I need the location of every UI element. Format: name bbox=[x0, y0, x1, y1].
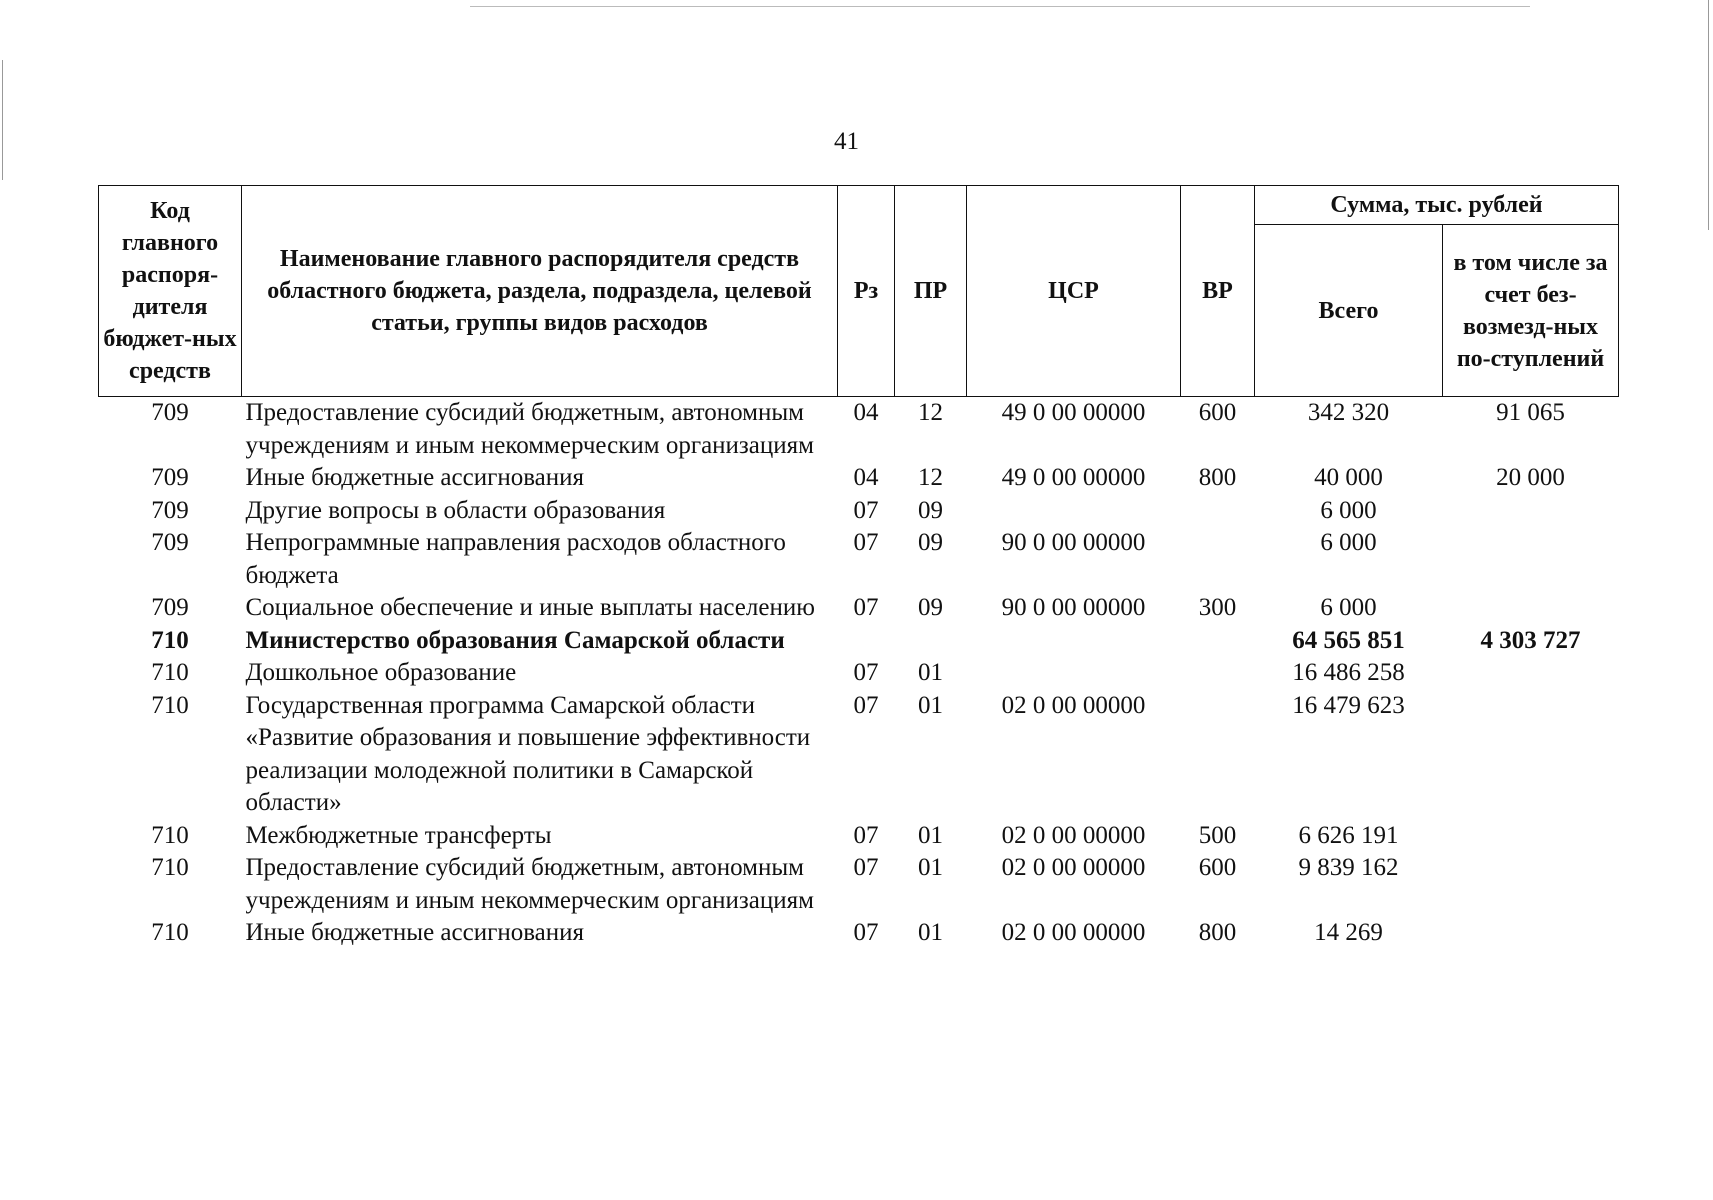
header-csr: ЦСР bbox=[967, 186, 1181, 397]
cell-csr: 02 0 00 00000 bbox=[1001, 919, 1146, 946]
table-row bbox=[99, 495, 1619, 528]
table-header bbox=[99, 186, 1619, 397]
cell-rz: 04 bbox=[853, 464, 879, 491]
cell-vr: 500 bbox=[1198, 821, 1237, 849]
cell-vr: 600 bbox=[1198, 399, 1237, 426]
cell-code: 709 bbox=[151, 529, 189, 556]
header-pr: ПР bbox=[895, 186, 967, 397]
cell-total: 16 479 623 bbox=[1292, 691, 1405, 719]
cell-pr: 12 bbox=[918, 399, 943, 426]
table-row bbox=[99, 820, 1619, 853]
cell-grants bbox=[1443, 657, 1619, 690]
scan-top-rule bbox=[470, 6, 1530, 7]
cell-csr: 49 0 00 00000 bbox=[1001, 464, 1146, 491]
cell-rz: 07 bbox=[853, 529, 879, 556]
cell-csr: 02 0 00 00000 bbox=[1001, 854, 1146, 881]
cell-csr bbox=[967, 495, 1181, 528]
cell-total: 40 000 bbox=[1314, 464, 1383, 491]
header-name: Наименование главного распорядителя средств областного бюджета, раздела, подраздела, целевой статьи, группы видов расходов bbox=[242, 186, 838, 397]
cell-pr: 09 bbox=[918, 594, 943, 621]
cell-total: 6 000 bbox=[1320, 594, 1377, 621]
cell-csr: 90 0 00 00000 bbox=[1001, 594, 1146, 621]
budget-table bbox=[98, 185, 1619, 950]
cell-name: Иные бюджетные ассигнования bbox=[245, 919, 585, 946]
cell-name: Предоставление субсидий бюджетным, автономным учреждениям и иным некоммерческим организациям bbox=[245, 399, 814, 459]
cell-vr bbox=[1181, 657, 1255, 690]
cell-code: 709 bbox=[151, 464, 189, 491]
cell-grants: 20 000 bbox=[1496, 464, 1565, 491]
cell-name: Другие вопросы в области образования bbox=[245, 496, 666, 524]
cell-vr: 300 bbox=[1198, 594, 1237, 621]
table-row bbox=[99, 690, 1619, 820]
cell-name: Предоставление субсидий бюджетным, автономным учреждениям и иным некоммерческим организациям bbox=[245, 854, 814, 914]
cell-rz: 07 bbox=[853, 821, 879, 849]
cell-total: 9 839 162 bbox=[1298, 854, 1399, 881]
table-row bbox=[99, 462, 1619, 495]
cell-rz: 07 bbox=[853, 659, 879, 686]
table-row bbox=[99, 527, 1619, 592]
cell-csr bbox=[967, 657, 1181, 690]
cell-rz: 07 bbox=[853, 594, 879, 621]
scan-right-rule bbox=[1708, 0, 1709, 230]
cell-csr: 90 0 00 00000 bbox=[1001, 529, 1146, 556]
header-grants: в том числе за счет без-возмезд-ных по-ступлений bbox=[1443, 225, 1619, 397]
header-sum-group: Сумма, тыс. рублей bbox=[1255, 186, 1619, 225]
cell-name: Иные бюджетные ассигнования bbox=[245, 464, 585, 491]
cell-total: 342 320 bbox=[1307, 399, 1390, 426]
cell-pr bbox=[895, 625, 967, 658]
cell-code: 710 bbox=[151, 919, 189, 946]
cell-pr: 01 bbox=[918, 821, 943, 849]
cell-code: 710 bbox=[151, 854, 189, 881]
cell-grants bbox=[1443, 852, 1619, 917]
cell-vr bbox=[1181, 495, 1255, 528]
cell-total: 6 000 bbox=[1320, 529, 1377, 556]
cell-csr bbox=[967, 625, 1181, 658]
cell-vr bbox=[1181, 690, 1255, 820]
cell-vr bbox=[1181, 625, 1255, 658]
header-code: Код главного распоря-дителя бюджет-ных средств bbox=[99, 186, 242, 397]
cell-vr: 800 bbox=[1198, 464, 1237, 491]
cell-name: Государственная программа Самарской области «Развитие образования и повышение эффективности реализации молодежной политики в Самарской области» bbox=[245, 691, 811, 816]
cell-total: 16 486 258 bbox=[1292, 659, 1405, 686]
cell-name: Социальное обеспечение и иные выплаты населению bbox=[245, 594, 815, 621]
table-row bbox=[99, 657, 1619, 690]
cell-code: 709 bbox=[151, 594, 189, 621]
table-row bbox=[99, 397, 1619, 463]
cell-rz: 07 bbox=[853, 854, 879, 881]
cell-pr: 09 bbox=[918, 496, 943, 524]
cell-grants bbox=[1443, 690, 1619, 820]
cell-total: 6 000 bbox=[1320, 496, 1377, 524]
cell-grants bbox=[1443, 495, 1619, 528]
cell-pr: 01 bbox=[918, 919, 943, 946]
cell-code: 710 bbox=[151, 626, 189, 654]
cell-vr bbox=[1181, 527, 1255, 592]
scan-left-rule bbox=[2, 60, 3, 180]
cell-pr: 01 bbox=[918, 691, 943, 719]
cell-vr: 800 bbox=[1198, 919, 1237, 946]
cell-pr: 01 bbox=[918, 659, 943, 686]
cell-pr: 12 bbox=[918, 464, 943, 491]
cell-code: 709 bbox=[151, 496, 189, 524]
cell-name: Межбюджетные трансферты bbox=[245, 821, 552, 849]
cell-total: 6 626 191 bbox=[1298, 821, 1399, 849]
table-row bbox=[99, 852, 1619, 917]
cell-total: 64 565 851 bbox=[1292, 626, 1405, 654]
cell-grants bbox=[1443, 527, 1619, 592]
cell-code: 710 bbox=[151, 659, 189, 686]
page-number: 41 bbox=[834, 128, 859, 155]
cell-total: 14 269 bbox=[1314, 919, 1383, 946]
cell-rz: 07 bbox=[853, 691, 879, 719]
header-rz: Рз bbox=[838, 186, 895, 397]
cell-pr: 09 bbox=[918, 529, 943, 556]
cell-csr: 49 0 00 00000 bbox=[1001, 399, 1146, 426]
cell-code: 709 bbox=[151, 399, 189, 426]
cell-csr: 02 0 00 00000 bbox=[1001, 821, 1146, 849]
cell-grants: 91 065 bbox=[1496, 399, 1565, 426]
table-row bbox=[99, 917, 1619, 950]
cell-name: Министерство образования Самарской области bbox=[245, 626, 785, 654]
cell-rz: 07 bbox=[853, 496, 879, 524]
table-body bbox=[99, 397, 1619, 950]
table-row bbox=[99, 592, 1619, 625]
cell-grants bbox=[1443, 917, 1619, 950]
header-vr: ВР bbox=[1181, 186, 1255, 397]
cell-rz bbox=[838, 625, 895, 658]
cell-code: 710 bbox=[151, 821, 189, 849]
header-total: Всего bbox=[1255, 225, 1443, 397]
cell-name: Дошкольное образование bbox=[245, 659, 517, 686]
cell-grants bbox=[1443, 820, 1619, 853]
cell-grants bbox=[1443, 592, 1619, 625]
cell-code: 710 bbox=[151, 691, 189, 719]
cell-rz: 04 bbox=[853, 399, 879, 426]
table-row bbox=[99, 625, 1619, 658]
cell-grants: 4 303 727 bbox=[1480, 626, 1581, 654]
cell-name: Непрограммные направления расходов областного бюджета bbox=[245, 529, 786, 589]
cell-vr: 600 bbox=[1198, 854, 1237, 881]
cell-pr: 01 bbox=[918, 854, 943, 881]
cell-csr: 02 0 00 00000 bbox=[1001, 691, 1146, 719]
cell-rz: 07 bbox=[853, 919, 879, 946]
